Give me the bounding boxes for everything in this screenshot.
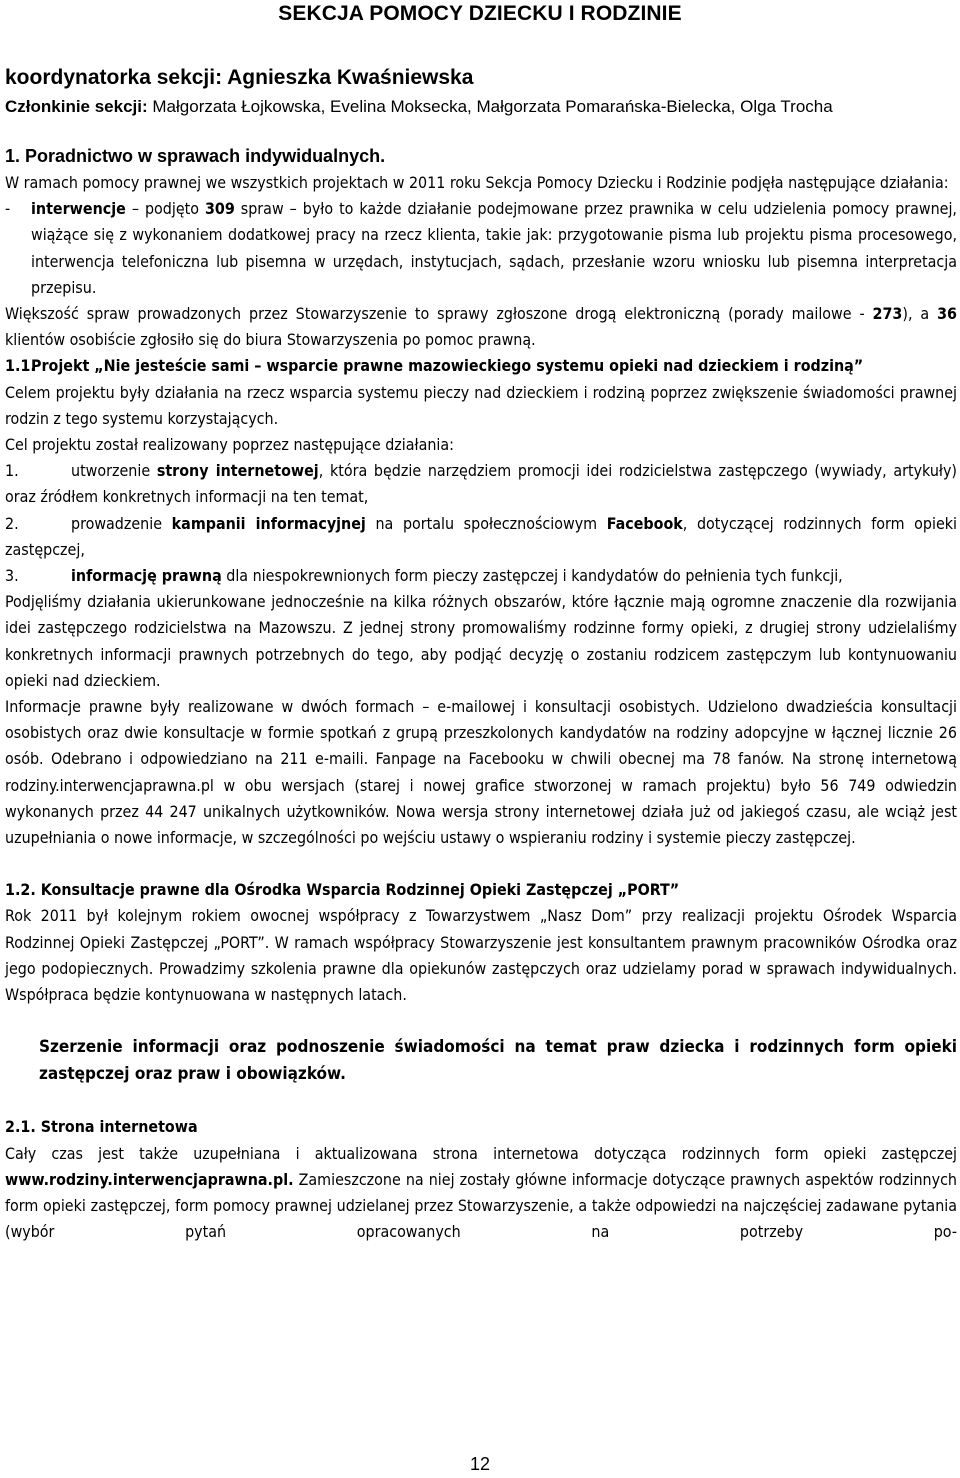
section2-title: Szerzenie informacji oraz podnoszenie świadomości na temat praw dziecka i rodzinnych form opieki zastępczej oraz praw i obowiązków. bbox=[39, 1037, 957, 1085]
section2-heading bbox=[5, 1034, 957, 1088]
bullet-bold: interwencje bbox=[31, 199, 126, 219]
list-item bbox=[5, 458, 957, 510]
section21-text-a: Cały czas jest także uzupełniana i aktualizowana strona internetowa dotycząca rodzinnych form opieki zastępczej bbox=[5, 1143, 957, 1163]
item-text: , która będzie narzędziem promocji idei rodzicielstwa zastępczego (wywiady, artykuły) oraz źródłem konkretnych informacji na ten temat, bbox=[5, 461, 958, 507]
section11-goal2: Cel projektu został realizowany poprzez następujące działania: bbox=[5, 435, 454, 455]
section11-paragraph2: Informacje prawne były realizowane w dwóch formach – e-mailowej i konsultacji osobistych. Udzielono dwadzieścia konsultacji osobistych oraz dwie konsultacje w formie spotkań z grupą przeszkolonych kandydatów na rodziny adopcyjne w łącznej licznie 26 osób. Odebrano i odpowiedziano na 211 e-maili. Fanpage na Facebooku w chwili obecnej ma 78 fanów. Na stronę internetową rodziny.interwencjaprawna.pl w obu wersjach (starej i nowej grafice stworzonej w ramach projektu) było 56 749 odwiedzin wykonanych przez 44 247 unikalnych użytkowników. Nowa wersja strony internetowej działa już od jakiegoś czasu, ale wciąż jest uzupełniania o nowe informacje, w szczególności po wejściu ustawy o wspieraniu rodziny i systemie pieczy zastępczej. bbox=[5, 697, 957, 848]
section1-intro: W ramach pomocy prawnej we wszystkich projektach w 2011 roku Sekcja Pomocy Dziecku i Rodzinie podjęła następujące działania: bbox=[5, 173, 949, 192]
item-text: utworzenie bbox=[71, 461, 157, 481]
section1-body bbox=[5, 170, 957, 1245]
majority-text-c: klientów osobiście zgłosiło się do biura Stowarzyszenia po pomoc prawną. bbox=[5, 330, 536, 350]
list-item bbox=[5, 511, 957, 563]
item-bold: kampanii informacyjnej bbox=[171, 513, 366, 533]
section12-heading bbox=[5, 877, 957, 903]
majority-text-b: ), a bbox=[902, 304, 938, 324]
bullet-rest: spraw – było to każde działanie podejmowane przez prawnika w celu udzielenia pomocy prawnej, wiążące się z wykonaniem dodatkowej pracy na rzecz klienta, takie jak: przygotowanie pisma lub projektu pisma procesowego, interwencja telefoniczna lub pisemna w urzędach, instytucjach, sądach, przesłanie wzoru wniosku lub pisemna interpretacja przepisu. bbox=[31, 199, 957, 297]
interventions-bullet bbox=[5, 196, 957, 301]
item-number: 1. bbox=[5, 461, 19, 481]
section11-title: Projekt „Nie jesteście sami – wsparcie prawne mazowieckiego systemu opieki nad dzieckiem i rodziną” bbox=[31, 356, 864, 376]
section12-title: 1.2. Konsultacje prawne dla Ośrodka Wsparcia Rodzinnej Opieki Zastępczej „PORT” bbox=[5, 880, 680, 900]
section-members bbox=[5, 97, 833, 117]
item-bold: Facebook bbox=[606, 513, 683, 533]
item-bold: strony internetowej bbox=[156, 461, 319, 481]
majority-client-count: 36 bbox=[937, 304, 957, 324]
bullet-dash: - bbox=[5, 199, 11, 219]
bullet-count: 309 bbox=[204, 199, 235, 219]
item-number: 2. bbox=[5, 513, 19, 533]
section21-heading bbox=[5, 1114, 957, 1140]
members-label: Członkinie sekcji: bbox=[5, 97, 148, 116]
item-text: na portalu społecznościowym bbox=[365, 513, 607, 533]
list-item bbox=[5, 563, 957, 589]
page-title: SEKCJA POMOCY DZIECKU I RODZINIE bbox=[278, 2, 682, 25]
item-bold: informację prawną bbox=[71, 566, 222, 586]
majority-mail-count: 273 bbox=[872, 304, 903, 324]
section1-heading: 1. Poradnictwo w sprawach indywidualnych. bbox=[5, 146, 386, 166]
section21-text-b: Zamieszczone na niej zostały główne informacje dotyczące prawnych aspektów rodzinnych form opieki zastępczej, form pomocy prawnej udzielanej przez Stowarzyszenie, a także odpowiedzi na najczęściej zadawane pytania (wybór pytań opracowanych na potrzeby po- bbox=[5, 1169, 957, 1242]
website-link[interactable]: www.rodziny.interwencjaprawna.pl. bbox=[5, 1169, 294, 1189]
section12-text: Rok 2011 był kolejnym rokiem owocnej współpracy z Towarzystwem „Nasz Dom” przy realizacji projektu Ośrodek Wsparcia Rodzinnej Opieki Zastępczej „PORT”. W ramach współpracy Stowarzyszenie jest konsultantem prawnym pracowników Ośrodka oraz jego podopiecznych. Prowadzimy szkolenia prawne dla opiekunów zastępczych oraz udzielamy porad w sprawach indywidualnych. Współpraca będzie kontynuowana w następnych latach. bbox=[5, 906, 957, 1005]
members-list: Małgorzata Łojkowska, Evelina Moksecka, Małgorzata Pomarańska-Bielecka, Olga Trocha bbox=[147, 97, 833, 116]
item-number: 3. bbox=[5, 566, 19, 586]
section11-heading bbox=[5, 353, 957, 379]
section2-number bbox=[5, 1034, 39, 1061]
section11-number: 1.1. bbox=[5, 356, 36, 376]
section21-title: 2.1. Strona internetowa bbox=[5, 1117, 198, 1137]
item-text: , dotyczącej rodzinnych form opieki zastępczej, bbox=[5, 513, 957, 559]
bullet-text: – podjęto bbox=[125, 199, 205, 219]
section11-goal: Celem projektu były działania na rzecz wsparcia systemu pieczy nad dzieckiem i rodziną poprzez zwiększenie świadomości prawnej rodzin z tego systemu korzystających. bbox=[5, 382, 957, 428]
item-text: prowadzenie bbox=[71, 513, 172, 533]
section21-text bbox=[5, 1141, 957, 1246]
section-coordinator: koordynatorka sekcji: Agnieszka Kwaśniewska bbox=[5, 66, 474, 89]
page-number: 12 bbox=[469, 1454, 491, 1474]
section11-paragraph1: Podjęliśmy działania ukierunkowane jednocześnie na kilka różnych obszarów, które łącznie mają ogromne znaczenie dla rozwijania idei zastępczego rodzicielstwa na Mazowszu. Z jednej strony promowaliśmy rodzinne formy opieki, z drugiej strony udzielaliśmy konkretnych informacji prawnych potrzebnych do tego, aby podjąć decyzję o zostaniu rodzicem zastępczym lub kontynuowaniu opieki nad dzieckiem. bbox=[5, 592, 957, 690]
majority-text-a: Większość spraw prowadzonych przez Stowarzyszenie to sprawy zgłoszone drogą elektroniczną (porady mailowe - bbox=[5, 304, 873, 324]
item-text: dla niespokrewnionych form pieczy zastępczej i kandydatów do pełnienia tych funkcji, bbox=[221, 566, 843, 586]
majority-paragraph bbox=[5, 301, 957, 353]
